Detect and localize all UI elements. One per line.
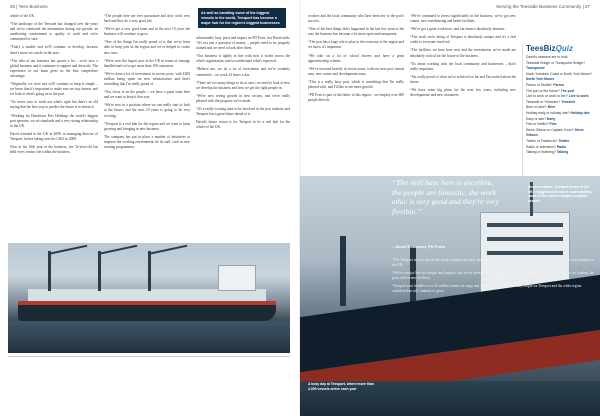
crane [98, 251, 101, 291]
running-head-left: 26 | Tees Business [10, 4, 48, 9]
paragraph: “We're now the largest port in the UK in terms of tonnage handled and we've got more than 100 customers. [104, 58, 190, 68]
quiz-list [526, 55, 594, 156]
quiz-line [526, 150, 594, 156]
quiz-question: North Yorkshire Coast or North York Moors? [526, 71, 592, 76]
paragraph: “We take on a lot of school leavers and have a great apprenticeship scheme. [308, 53, 404, 63]
quiz-answer: Transporter [526, 66, 545, 71]
paragraph: “I'm really proud of what we've achieved so far and I'm excited about the future. [410, 74, 516, 84]
ship-hull-stripe [18, 301, 276, 305]
pull-quote: “The skill base here is excellent, the people are fantastic, the work ethic is very good and they're very flexible.” [392, 178, 500, 216]
paragraph: “Teesport is a real hub for the region and we want to keep growing and bringing in new business. [104, 121, 190, 131]
paragraph: “There are too many things to do at once; we need to look at how we develop the business and how we get the right people in. [196, 80, 291, 90]
quiz-answer: North York Moors [526, 77, 555, 82]
right-lower-column-1 [392, 258, 488, 298]
harbour-water [8, 321, 290, 353]
paragraph: “Believe me, we do a lot of investment and we're certainly committed – we work 24 hours a day. [196, 67, 290, 77]
quiz-question: Early or late? [526, 116, 546, 121]
pull-quote-attribution: – David Robinson, PD Ports [392, 244, 445, 249]
paragraph: “We have some big plans for the next few years, including new developments and new customers. [410, 88, 516, 98]
quiz-question: Teesside or Yorkshire? [526, 99, 561, 104]
quiz-line [526, 128, 594, 139]
right-column-2 [410, 14, 516, 101]
paragraph: substantially busy ports and impact on PD Ports, but David adds: “It's not just a question of money – people need to be properly trained and we need to look after them. [196, 36, 290, 51]
paragraph: “PD Ports is part of the fabric of this region – we employ over 600 people directly. [308, 93, 404, 103]
quiz-question: Holiday early or holiday late? [526, 110, 570, 115]
paragraph: “Teesport now handles over 40 million tonnes of cargo and we're confident that will continue to grow. [392, 284, 488, 294]
crane-arm [48, 245, 88, 255]
paragraph: “We've invested heavily in recent years, with our new port central area, new cranes and development areas. [308, 66, 404, 76]
quiz-answer: Early [545, 116, 556, 121]
paragraph: workers and the local community who have been key to the port's success. [308, 14, 404, 24]
paragraph: “It's been a fantastic journey and I'm delighted to be leading the business. [494, 271, 594, 281]
quiz-question: Radio or television? [526, 144, 556, 149]
left-column-2 [104, 14, 190, 153]
paragraph: David returned to the UK in 2008, as managing director of Teesport, before taking over his C&O in 2009. [10, 131, 98, 141]
quiz-title-q: Quiz [555, 44, 573, 53]
paragraph: “We've done a lot of investment in recent years, with £200 million being spent on new infrastructure and that's something that I'm really proud of. [104, 71, 190, 87]
quiz-question: Film or Netflix? [526, 122, 549, 127]
quiz-question: Teesside Bridge or Transporter Bridge? [526, 60, 585, 65]
paragraph: David's future vision is for Teesport to be a real hub for the whole of the UK. [196, 120, 290, 130]
quiz-answer: The port [559, 88, 575, 93]
right-lower-column-2 [494, 258, 594, 292]
bridge-window [487, 251, 563, 255]
bridge-window [487, 237, 563, 241]
quiz-answer: Talking [555, 150, 569, 155]
paragraph: “One of the things I'm really proud of is that we've been able to keep jobs in the region and we've helped to create new ones. [104, 40, 190, 55]
paragraph: “Working for Hutchison Port Holdings the world's biggest port operator, we set standards and a very strong relationship in the UK. [10, 113, 98, 128]
paragraph: whole of the UK. [10, 14, 35, 18]
paragraph: “It's never easy to work out what's right but there's an old saying that the best way to predict the future is to invent it. [10, 100, 98, 110]
paragraph: “We've continued to invest significantly in the business, we've got new cranes, new warehousing and better facilities. [410, 14, 516, 24]
paragraph: Now in his 16th year at the business, the 52-year-old has held every senior role within the business. [10, 144, 98, 155]
paragraph: “Our focus is on the people – we have a great team here and we want to keep it that way. [104, 90, 190, 100]
paragraph: “We've got a great workforce, and our team is absolutely fantastic. [410, 27, 506, 32]
paragraph: “Our business is tightly in line with how it works across the whole organisation, and we understand what's expected. [196, 54, 290, 64]
quiz-answer: Parmo [552, 82, 564, 87]
paragraph: “We've got a very good team and in the next 10 years the business will continue to grow. [104, 27, 190, 37]
quiz-title [526, 44, 594, 53]
quiz-question: Live to work or work to live? [526, 94, 568, 99]
quiz-answer: Beer [546, 105, 556, 110]
quiz-line [526, 72, 594, 83]
quiz-question: Parmo or Stottie? [526, 82, 553, 87]
container-ship-photo [8, 243, 290, 353]
left-photo-caption: As well as handling some of the biggest vessels in the world, Teesport has become a major hub for the region's biggest businesses [198, 8, 286, 28]
quiz-line [526, 61, 594, 72]
paragraph: “It's a really exciting time to be involved in the port industry and Teesport has a great future ahead of it. [196, 107, 290, 117]
quiz-answer: Steve Gibson [526, 127, 584, 138]
page-spine [299, 0, 301, 416]
paragraph: “That's a sizable and we'll continue to develop, because there's more we can do in the area. [10, 45, 98, 55]
crane-arm [148, 245, 188, 255]
right-photo-caption-bottom: A busy day at Teesport, where more than 4,000 vessels arrive each year [308, 382, 374, 391]
crane [148, 251, 151, 291]
paragraph: “We're now seeing growth in new sectors, and we're really pleased with the progress we've made. [196, 93, 290, 103]
quiz-answer: Holiday late [569, 110, 590, 115]
left-column-1 [10, 14, 98, 158]
paragraph: “The idea of our business has grown a lot – we're now a global business and it continues to support and diversify. The experience of our team gives us the best competitive advantage. [10, 58, 98, 78]
quiz-answer: Film [548, 122, 557, 127]
divider [8, 356, 290, 357]
paragraph: “Originally, we were and we'll continue to keep it simple – we know that it's important to make sure we stay honest, and we look at what's going on in the port. [10, 82, 98, 97]
right-photo-caption-top: Pictured above: Teesport is one of the UK's biggest ports and is now handling some of the world's largest container vessels [528, 185, 592, 203]
paragraph: “We're now in a position where we can really start to look at the future, and the next 10 years is going to be very exciting. [104, 103, 190, 118]
paragraph: “One of the best things that's happened in the last few years is the way the business has become a lot more open and transparent. [308, 27, 404, 37]
paragraph: The company has put in place a number of initiatives to improve the working environment for its staff, such as new training programmes. [104, 134, 190, 149]
crane [340, 236, 346, 306]
paragraph: “The port has a huge role to play in the economy of the region and we know it's important. [308, 40, 404, 50]
paragraph: “The landscape of the Teesside has changed over the years and we've continued the momentum during our growth, an unrelenting commitment to quality of work and we're committed for sure. [10, 22, 98, 42]
crane-arm [98, 245, 138, 255]
quiz-question: David's answers are in bold. [526, 55, 569, 59]
paragraph: “The Teesport area is one of the most exciting and busy ports in the UK. [392, 258, 488, 268]
quiz-question: Beer or wine? [526, 105, 547, 110]
quiz-answer: Teesside [560, 99, 576, 104]
quiz-question: Steve Gibson or Captain Cook? [526, 127, 574, 132]
quiz-question: Talking or listening? [526, 150, 556, 155]
quiz-question: The port or the future? [526, 88, 560, 93]
bridge-window [487, 223, 563, 227]
quiz-question: Twitter or Facebook? [526, 138, 558, 143]
paragraph: “We want to build on the strengths we already have and continue to create jobs. [494, 258, 594, 268]
paragraph: “We're a major hub for freight and logistics and we've invested a great deal in new facilities. [392, 271, 488, 281]
paragraph: “The future is really bright for Teesport and the wider region. [494, 284, 583, 289]
paragraph: “The people here are very passionate and they work very hard and they do a very good job. [104, 14, 190, 24]
running-head-right: Serving the Teesside Business Community | 27 [496, 4, 590, 9]
right-column-1 [308, 14, 404, 106]
paragraph: “It's about working with the local community and businesses – that's really important. [410, 61, 516, 71]
quiz-answer: Radio [555, 144, 567, 149]
ship-bridge [218, 265, 256, 291]
paragraph: “The work we're doing at Teesport is absolutely unique and it's a real credit to everyone involved. [410, 35, 516, 45]
quiz-title-main: TeesBiz [526, 44, 556, 53]
paragraph: “The facilities we have here now and the investments we've made are absolutely critical for the future of the business. [410, 48, 516, 58]
quiz-answer: Twitter [557, 138, 570, 143]
quiz-answer: Live to work [567, 94, 589, 99]
left-column-3 [196, 36, 290, 133]
crane [48, 251, 51, 291]
paragraph: “This is a really busy port, which is something that I'm really pleased with, and I'd like to see more growth. [308, 79, 404, 90]
